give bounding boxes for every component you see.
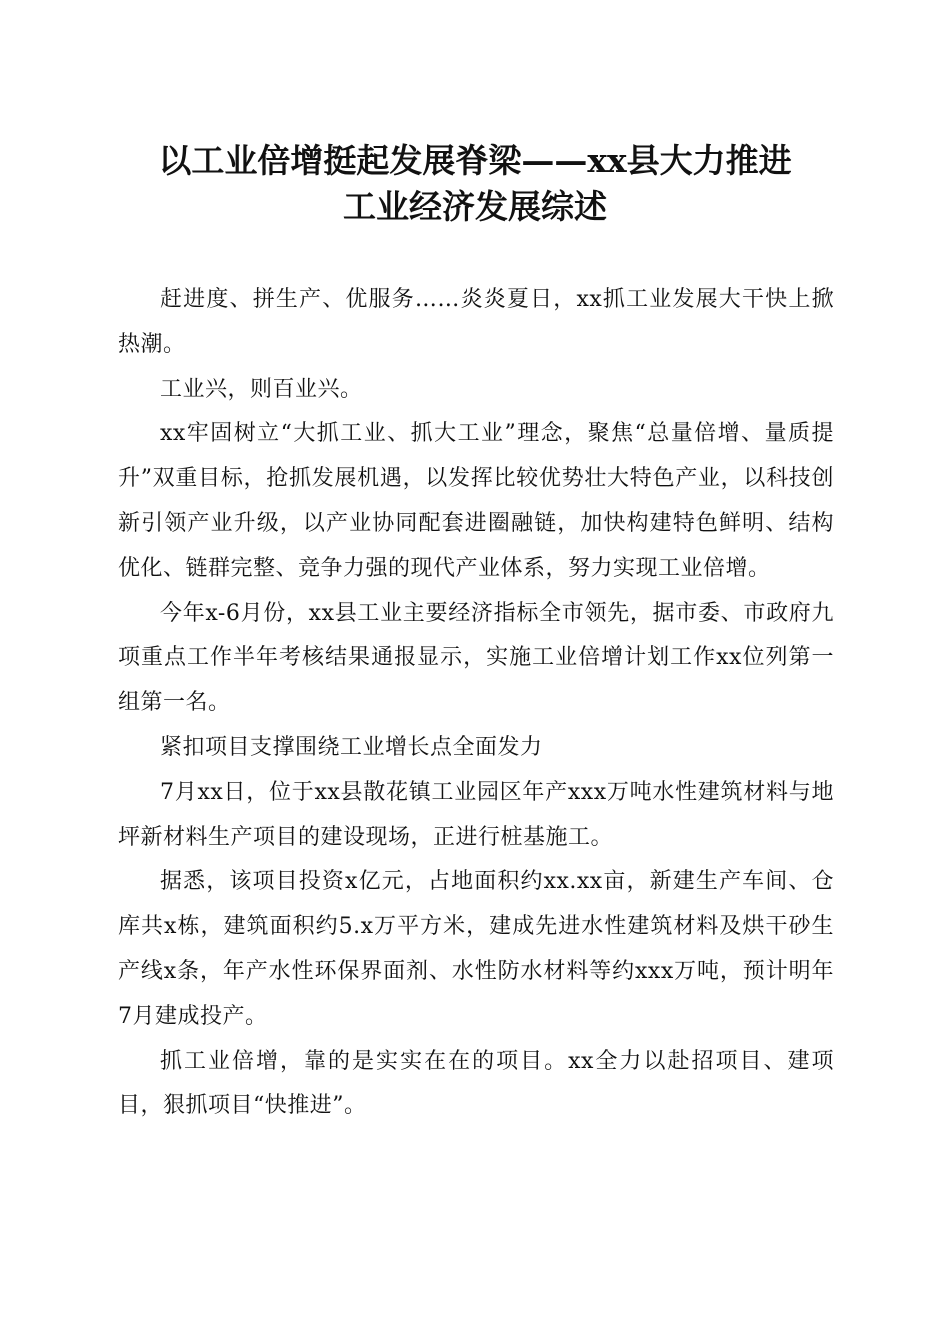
title-line-1: 以工业倍增挺起发展脊梁——xx县大力推进 (158, 141, 792, 180)
paragraph: 今年x-6月份，xx县工业主要经济指标全市领先，据市委、市政府九项重点工作半年考核结果通报显示，实施工业倍增计划工作xx位列第一组第一名。 (118, 600, 834, 716)
document-body (118, 278, 834, 1129)
paragraph: 7月xx日，位于xx县散花镇工业园区年产xxx万吨水性建筑材料与地坪新材料生产项目的建设现场，正进行桩基施工。 (118, 779, 834, 850)
section-heading: 紧扣项目支撑围绕工业增长点全面发力 (160, 734, 543, 760)
document-title (60, 138, 890, 230)
paragraph: 工业兴，则百业兴。 (160, 376, 363, 402)
paragraph: 据悉，该项目投资x亿元，占地面积约xx.xx亩，新建生产车间、仓库共x栋，建筑面积约5.x万平方米，建成先进水性建筑材料及烘干砂生产线x条，年产水性环保界面剂、水性防水材料等约xxx万吨，预计明年7月建成投产。 (118, 869, 835, 1029)
paragraph: 赶进度、拼生产、优服务……炎炎夏日，xx抓工业发展大干快上掀热潮。 (118, 287, 834, 357)
title-line-2: 工业经济发展综述 (343, 187, 607, 226)
paragraph: 抓工业倍增，靠的是实实在在的项目。xx全力以赴招项目、建项目，狠抓项目“快推进”。 (118, 1048, 834, 1119)
paragraph: xx牢固树立“大抓工业、抓大工业”理念，聚焦“总量倍增、量质提升”双重目标，抢抓发展机遇，以发挥比较优势壮大特色产业，以科技创新引领产业升级，以产业协同配套进圈融链，加快构建特色鲜明、结构优化、链群完整、竞争力强的现代产业体系，努力实现工业倍增。 (118, 421, 834, 581)
